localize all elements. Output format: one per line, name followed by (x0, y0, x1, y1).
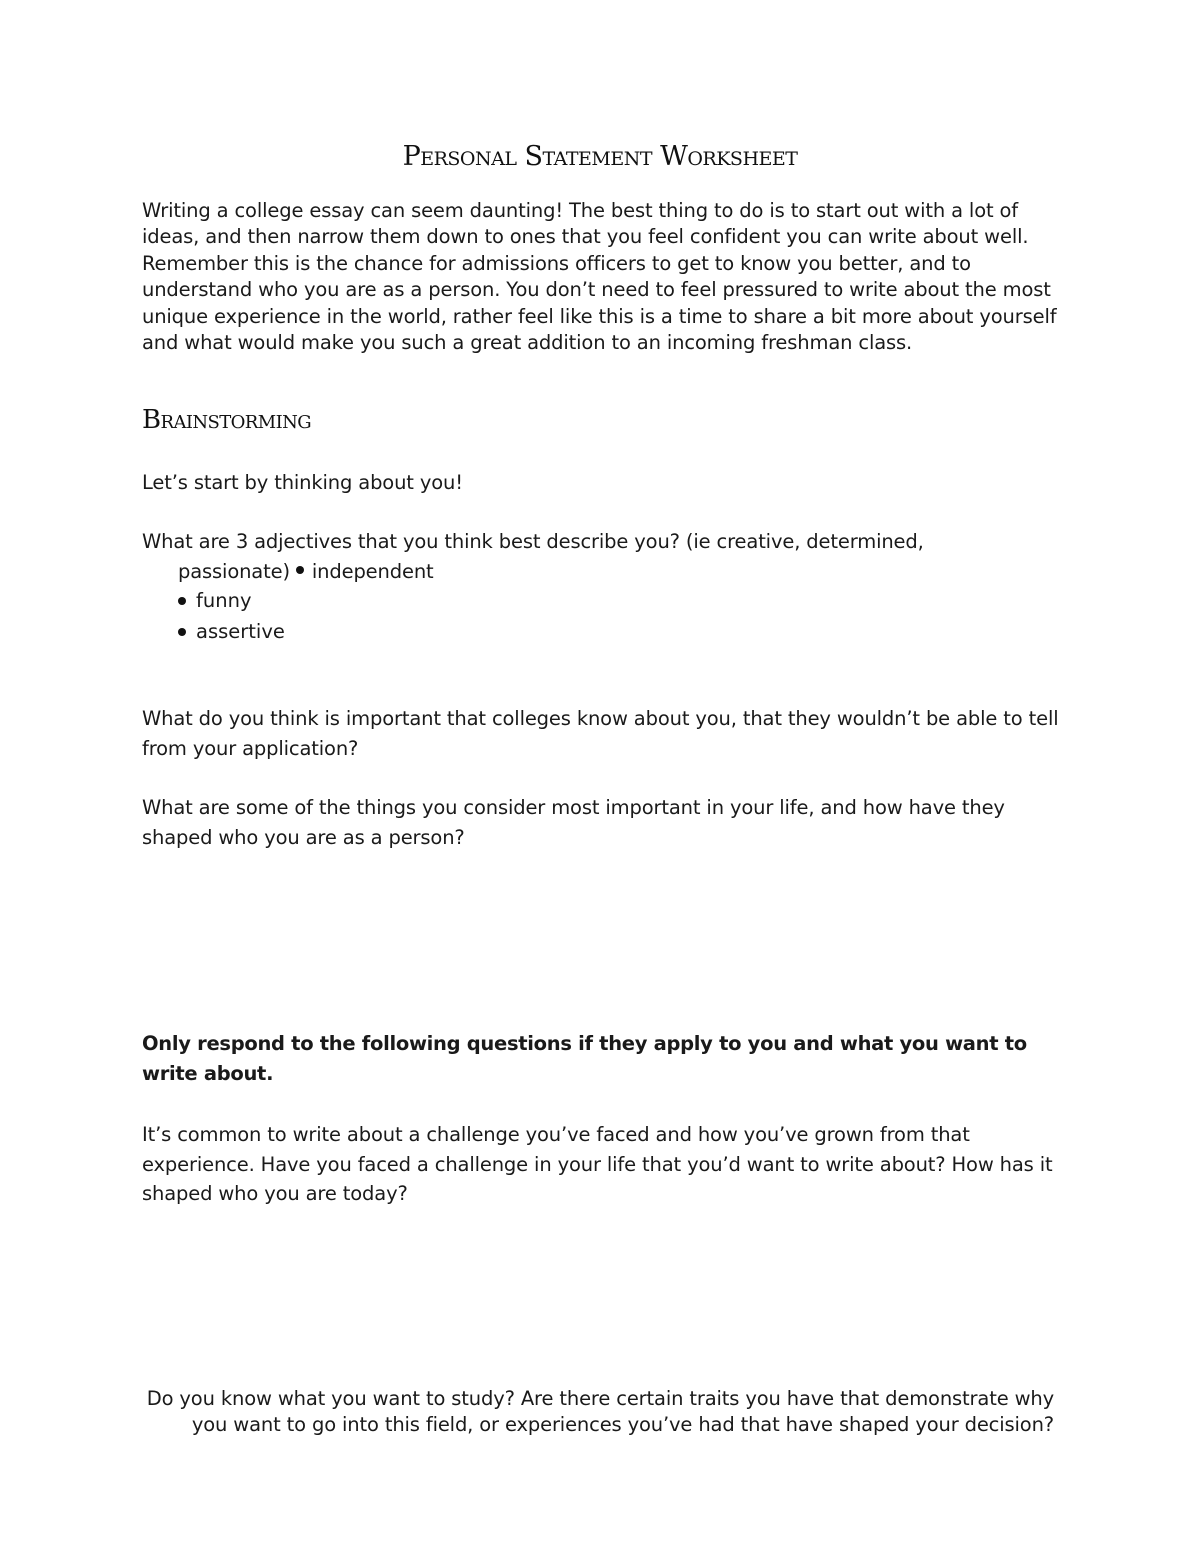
question-challenge: It’s common to write about a challenge you’ve faced and how you’ve grown from that experience. Have you faced a challenge in your life that you’d want to write about? How has it shaped who you are today? (142, 1123, 1053, 1205)
question-important-to-know: What do you think is important that colleges know about you, that they wouldn’t be able to tell from your application? (142, 707, 1059, 760)
adjectives-question (142, 527, 1067, 586)
question-study: Do you know what you want to study? Are there certain traits you have that demonstrate why you want to go into this field, or experiences you’ve had that have shaped your decision? (146, 1387, 1054, 1437)
question-most-important: What are some of the things you consider most important in your life, and how have they shaped who you are as a person? (142, 796, 1005, 849)
adjectives-list (178, 586, 285, 647)
instruction-bold: Only respond to the following questions if they apply to you and what you want to write about. (142, 1032, 1027, 1085)
intro-paragraph: Writing a college essay can seem daunting! The best thing to do is to start out with a lot of ideas, and then narrow them down to ones that you feel confident you can write about well. Remember this is the chance for admissions officers to get to know you better, and to understand who you are as a person. You don’t need to feel pressured to write about the most unique experience in the world, rather feel like this is a time to share a bit more about yourself and what would make you such a great addition to an incoming freshman class. (142, 199, 1057, 355)
section-heading-brainstorming: Brainstorming (142, 405, 312, 435)
page-title: Personal Statement Worksheet (402, 141, 798, 172)
bullet-icon (178, 597, 186, 605)
adjective-item-2: funny (196, 589, 252, 612)
list-item (178, 617, 285, 648)
adjective-item-1: independent (311, 559, 434, 583)
adjective-item-3: assertive (196, 619, 285, 643)
list-item (178, 586, 285, 617)
start-text: Let’s start by thinking about you! (142, 471, 463, 494)
adjectives-question-line1: What are 3 adjectives that you think best describe you? (ie creative, determined, (142, 530, 924, 553)
adjectives-question-line2 (142, 557, 1067, 587)
bullet-icon (296, 566, 304, 574)
bullet-icon (178, 628, 186, 636)
adjectives-question-line2-text: passionate) (178, 559, 290, 583)
